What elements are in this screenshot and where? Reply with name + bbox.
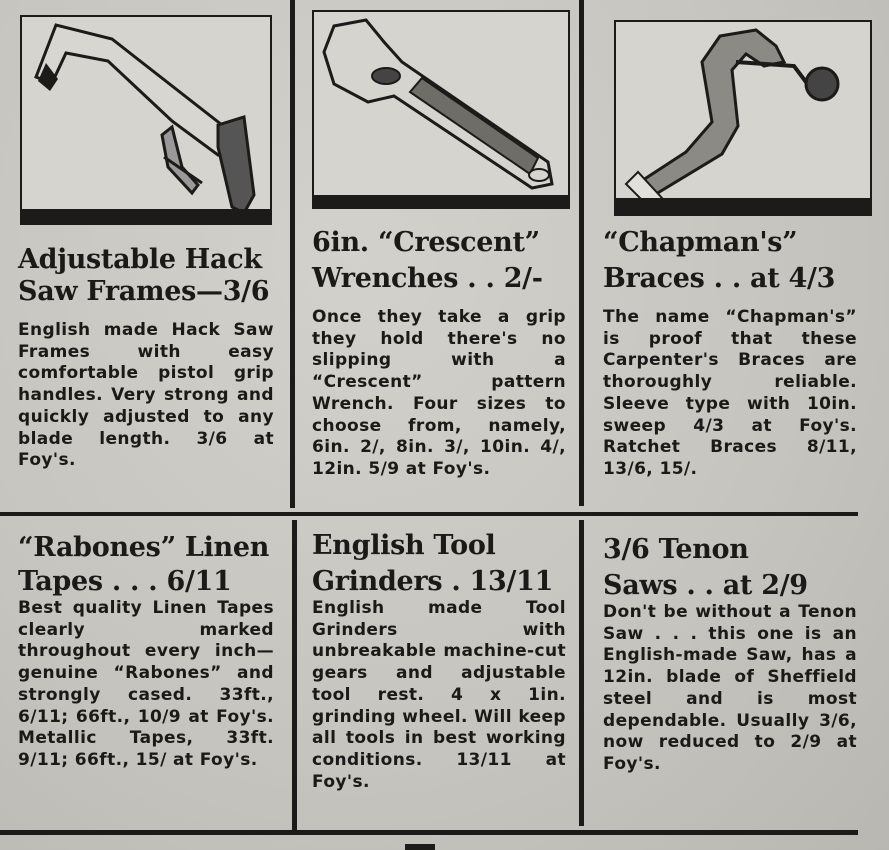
product-tenon-saws (603, 534, 857, 776)
title-line: Wrenches . . 2/- (312, 263, 543, 294)
product-title (18, 532, 274, 598)
product-title (312, 530, 566, 598)
product-tool-grinders (312, 530, 566, 793)
product-description: English made Hack Saw Frames with easy comfortable pistol grip handles. Very strong and quickly adjusted to any blade length. 3/6 at Foy's. (18, 320, 274, 471)
column-rule-3 (292, 520, 297, 830)
title-line: Tapes . . . 6/11 (18, 566, 232, 597)
title-line: Saws . . at 2/9 (603, 570, 808, 601)
product-description: English made Tool Grinders with unbreakable machine-cut gears and adjustable tool rest. 4 x 1in. grinding wheel. Will keep all tools in best working conditions. 13/11 at Foy's. (312, 598, 566, 792)
product-description: Best quality Linen Tapes clearly marked throughout every inch—genuine “Rabones” and strongly cased. 33ft., 6/11; 66ft., 10/9 at Foy's. Metallic Tapes, 33ft. 9/11; 66ft., 15/ at Foy's. (18, 598, 274, 770)
title-line: “Rabones” Linen (18, 532, 270, 563)
bottom-rule-mark (405, 844, 435, 850)
column-rule-4 (579, 520, 584, 826)
column-rule-2 (579, 0, 584, 506)
product-rabones-tapes (18, 532, 274, 772)
column-rule-1 (290, 0, 295, 508)
title-line: 3/6 Tenon (603, 534, 749, 565)
title-line: Adjustable Hack (18, 244, 262, 275)
title-line: Braces . . at 4/3 (603, 263, 836, 294)
product-crescent-wrenches (312, 227, 566, 481)
product-description: Once they take a grip they hold there's no slipping with a “Crescent” pattern Wrench. Four sizes to choose from, namely, 6in. 2/, 8in. 3/, 10in. 4/, 12in. 5/9 at Foy's. (312, 307, 566, 479)
product-title (18, 244, 274, 308)
brace-icon (614, 20, 872, 216)
product-chapmans-braces (603, 227, 857, 481)
product-description: Don't be without a Tenon Saw . . . this one is an English-made Saw, has a 12in. blade of Sheffield steel and is most dependable. Usually 3/6, now reduced to 2/9 at Foy's. (603, 602, 857, 774)
hacksaw-frame-icon (20, 15, 272, 225)
title-line: English Tool (312, 530, 496, 561)
product-title (603, 534, 857, 602)
title-line: Saw Frames—3/6 (18, 276, 270, 307)
crescent-wrench-icon (312, 10, 570, 209)
product-description: The name “Chapman's” is proof that these Carpenter's Braces are thoroughly reliable. Sleeve type with 10in. sweep 4/3 at Foy's. Ratchet Braces 8/11, 13/6, 15/. (603, 307, 857, 479)
title-line: “Chapman's” (603, 227, 798, 258)
product-title (603, 227, 857, 295)
title-line: Grinders . 13/11 (312, 566, 554, 597)
title-line: 6in. “Crescent” (312, 227, 540, 258)
bottom-rule (0, 830, 858, 835)
row-rule (0, 512, 858, 516)
product-hacksaw-frames (18, 244, 274, 472)
product-title (312, 227, 566, 295)
